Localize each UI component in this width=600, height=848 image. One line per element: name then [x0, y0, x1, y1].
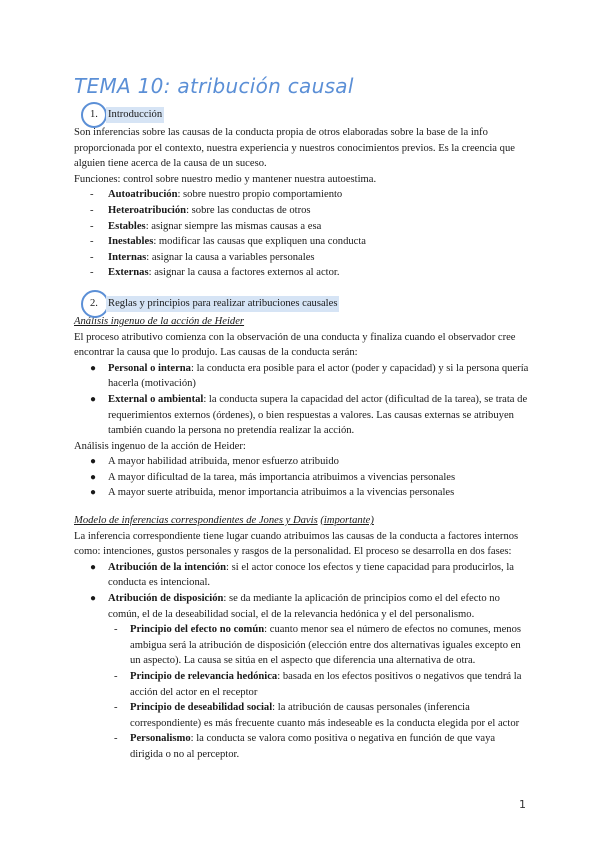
list-item: - Principio del efecto no común: cuanto menor sea el número de efectos no comunes, menos ambigua será la atribución de disposición (elección entre dos alternativas iguales excepto en un aspecto). La causa se sitúa en el aspecto que diferencia una alternativa de otra. [114, 624, 521, 667]
list-item: ● External o ambiental: la conducta supera la capacidad del actor (dificultad de la tarea), se trata de requerimientos externos (órdenes), o bien respuestas a valores. Las causas externas se atribuyen también cuando la persona no pretendía realizar la acción. [90, 393, 528, 437]
list-item: ● A mayor habilidad atribuida, menor esfuerzo atribuido [90, 456, 339, 468]
list-item: - Personalismo: la conducta se valora como positiva o negativa en función de que vaya dirigida o no al perceptor. [114, 733, 496, 760]
list-item: ● A mayor suerte atribuida, menor importancia atribuimos a la vivencias personales [90, 487, 455, 499]
jones-davis-subheading: Modelo de inferencias correspondientes de Jones y Davis (importante) [74, 515, 374, 527]
section-number: 1. [90, 109, 98, 120]
section-number: 2. [90, 297, 98, 309]
list-item: ● Personal o interna: la conducta era posible para el actor (poder y capacidad) y si la persona quería hacerla (motivación) [90, 362, 529, 390]
section-1-heading [74, 106, 530, 125]
section-title-highlight: Reglas y principios para realizar atribuciones causales [106, 296, 339, 312]
list-item: - Autoatribución: sobre nuestro propio comportamiento [90, 189, 343, 201]
heider-subheading: Análisis ingenuo de la acción de Heider [74, 315, 245, 327]
page-title: TEMA 10: atribución causal [74, 74, 354, 98]
list-item: - Inestables: modificar las causas que expliquen una conducta [90, 236, 367, 248]
principles-list [74, 622, 530, 762]
list-item: ● Atribución de disposición: se da mediante la aplicación de principios como el del efecto no común, el de la deseabilidad social, el de la relevancia hedónica y el del personalismo. [90, 593, 500, 620]
list-item: - Principio de deseabilidad social: la atribución de causas personales (inferencia correspondiente) es más frecuente cuanto más indeseable es la conducta elegida por el actor [114, 702, 520, 729]
list-item: - Heteroatribución: sobre las conductas de otros [90, 204, 311, 216]
list-item: - Externas: asignar la causa a factores externos al actor. [90, 267, 340, 279]
list-item: ● Atribución de la intención: si el actor conoce los efectos y tiene capacidad para producirlos, la conducta es intencional. [90, 561, 514, 589]
jones-davis-phases-list [74, 560, 530, 622]
heider-analysis-list [74, 454, 530, 501]
intro-paragraph: Son inferencias sobre las causas de la conducta propia de otros elaboradas sobre la base de la info proporcionada por el contexto, nuestra experiencia y nuestros conocimientos previos. Es la creencia que alguien tiene acerca de la causa de un suceso. [74, 127, 515, 170]
list-item: - Estables: asignar siempre las mismas causas a esa [90, 220, 322, 232]
list-item: - Principio de relevancia hedónica: basada en los efectos positivos o negativos que tendrá la acción del actor en el receptor [114, 671, 522, 698]
list-item: - Internas: asignar la causa a variables personales [90, 251, 315, 263]
heider-causes-list [74, 361, 530, 439]
section-2-heading [74, 295, 530, 314]
heider-intro: El proceso atributivo comienza con la observación de una conducta y finaliza cuando el observador cree encontrar la causa que lo produjo. Las causas de la conducta serán: [74, 331, 516, 359]
attribution-types-list [74, 187, 530, 281]
page-number: 1 [519, 798, 526, 811]
section-title-highlight: Introducción [106, 107, 164, 123]
heider-analysis-label: Análisis ingenuo de la acción de Heider: [74, 440, 246, 452]
list-item: ● A mayor dificultad de la tarea, más importancia atribuimos a vivencias personales [90, 471, 456, 483]
functions-line: Funciones: control sobre nuestro medio y mantener nuestra autoestima. [74, 173, 377, 185]
document-body [74, 104, 530, 763]
jones-davis-intro: La inferencia correspondiente tiene lugar cuando atribuimos las causas de la conducta a factores internos como: intenciones, gustos personales y rasgos de la personalidad. El proceso se desarrolla en dos fases: [74, 530, 519, 558]
